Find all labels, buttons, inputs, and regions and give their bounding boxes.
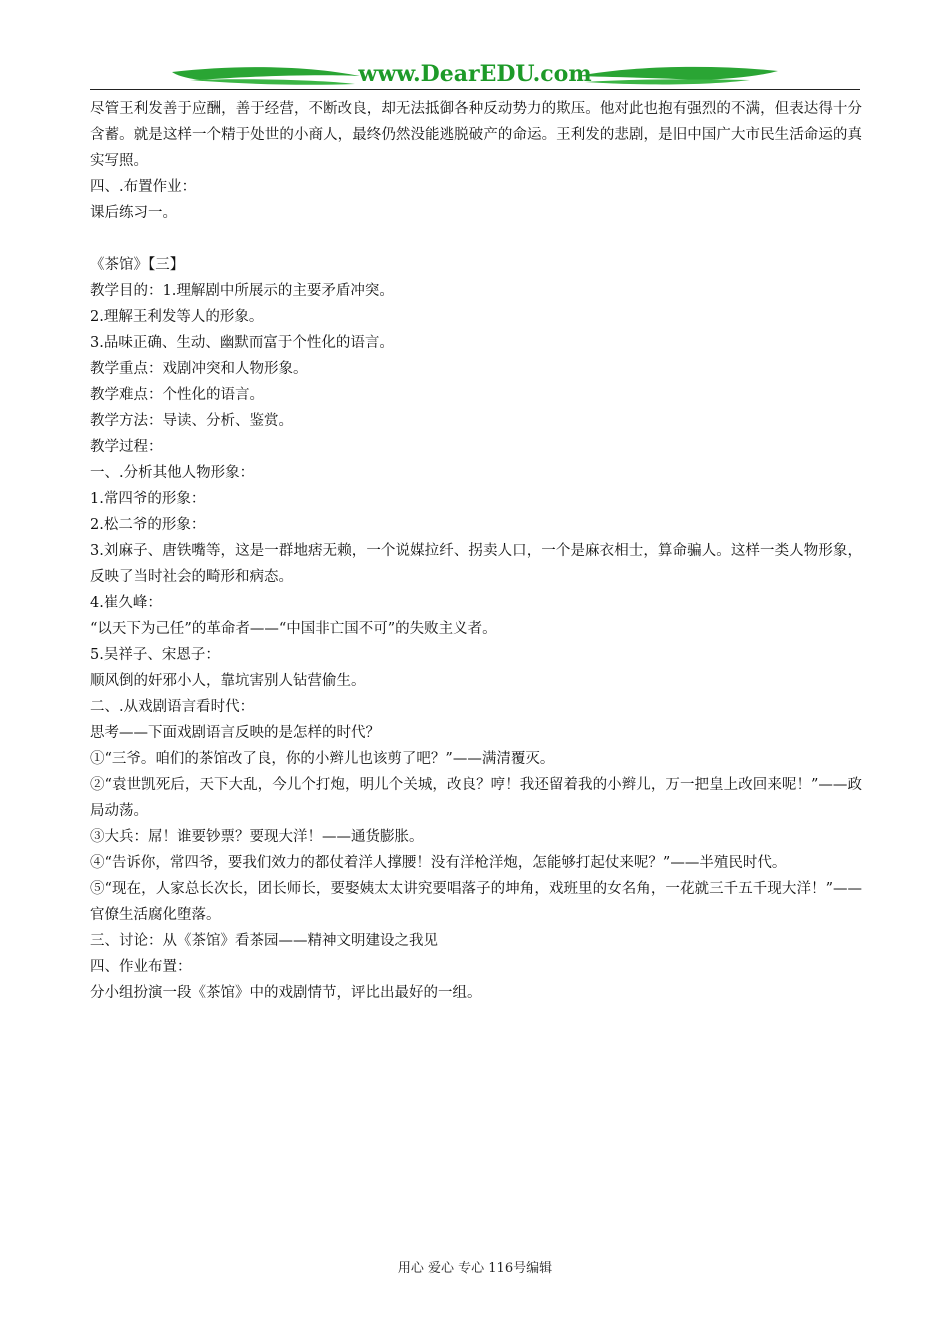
- paragraph: 尽管王利发善于应酬，善于经营，不断改良，却无法抵御各种反动势力的欺压。他对此也抱有强烈的不满，但表达得十分含蓄。就是这样一个精于处世的小商人，最终仍然没能逃脱破产的命运。王利发的悲剧，是旧中国广大市民生活命运的真实写照。: [90, 101, 862, 169]
- header-divider: [90, 89, 860, 90]
- paragraph: 1.常四爷的形象：: [90, 491, 206, 507]
- paragraph: 教学目的：1.理解剧中所展示的主要矛盾冲突。: [90, 283, 394, 299]
- paragraph: 教学重点：戏剧冲突和人物形象。: [90, 361, 308, 377]
- paragraph: 教学方法：导读、分析、鉴赏。: [90, 413, 293, 429]
- paragraph: 3.品味正确、生动、幽默而富于个性化的语言。: [90, 335, 394, 351]
- paragraph: 四、.布置作业：: [90, 179, 197, 195]
- paragraph: 3.刘麻子、唐铁嘴等，这是一群地痞无赖，一个说媒拉纤、拐卖人口，一个是麻衣相士，算命骗人。这样一类人物形象，反映了当时社会的畸形和病态。: [90, 543, 862, 585]
- paragraph: 课后练习一。: [90, 205, 177, 221]
- paragraph: ①“三爷。咱们的茶馆改了良，你的小辫儿也该剪了吧？”——满清覆灭。: [90, 751, 555, 767]
- paragraph: 教学过程：: [90, 439, 163, 455]
- paragraph: ⑤“现在，人家总长次长，团长师长，要娶姨太太讲究要唱落子的坤角，戏班里的女名角，一花就三千五千现大洋！”——官僚生活腐化堕落。: [90, 881, 862, 923]
- document-body: [90, 96, 862, 1006]
- paragraph: ④“告诉你，常四爷，要我们效力的都仗着洋人撑腰！没有洋枪洋炮，怎能够打起仗来呢？”——半殖民时代。: [90, 855, 787, 871]
- paragraph: ②“袁世凯死后，天下大乱，今儿个打炮，明儿个关城，改良？哼！我还留着我的小辫儿，万一把皇上改回来呢！”——政局动荡。: [90, 777, 862, 819]
- paragraph: 思考——下面戏剧语言反映的是怎样的时代？: [90, 725, 380, 741]
- paragraph: ③大兵：屌！谁要钞票？要现大洋！——通货膨胀。: [90, 829, 424, 845]
- paragraph: 二、.从戏剧语言看时代：: [90, 699, 255, 715]
- paragraph: 4.崔久峰：: [90, 595, 162, 611]
- paragraph: 四、作业布置：: [90, 959, 192, 975]
- section-title: 《茶馆》【三】: [90, 257, 185, 273]
- page-footer: 用心 爱心 专心 116号编辑: [397, 1261, 553, 1276]
- paragraph: 2.松二爷的形象：: [90, 517, 206, 533]
- paragraph: 分小组扮演一段《茶馆》中的戏剧情节，评比出最好的一组。: [90, 985, 482, 1001]
- paragraph: “以天下为己任”的革命者——“中国非亡国不可”的失败主义者。: [90, 621, 497, 637]
- paragraph: 教学难点：个性化的语言。: [90, 387, 264, 403]
- site-logo-text: www.DearEDU.com: [358, 61, 592, 87]
- paragraph: 2.理解王利发等人的形象。: [90, 309, 264, 325]
- page-header: [90, 58, 860, 92]
- paragraph: 一、.分析其他人物形象：: [90, 465, 255, 481]
- paragraph: 顺风倒的奸邪小人，靠坑害别人钻营偷生。: [90, 673, 366, 689]
- paragraph: 5.吴祥子、宋恩子：: [90, 647, 220, 663]
- paragraph: 三、讨论：从《茶馆》看茶园——精神文明建设之我见: [90, 933, 438, 949]
- blank-line: [90, 226, 862, 252]
